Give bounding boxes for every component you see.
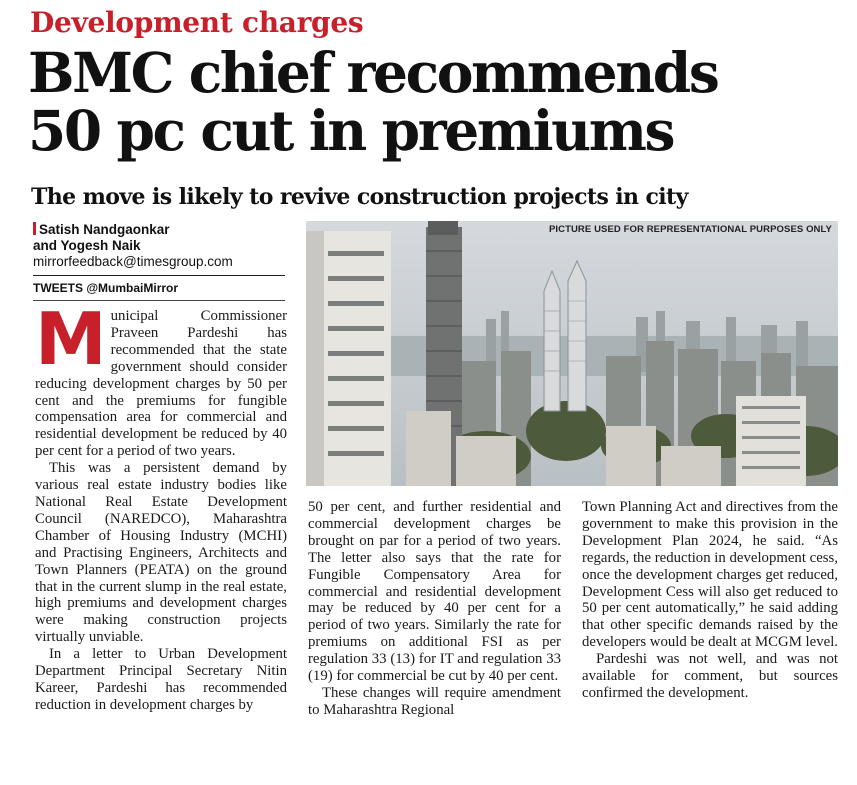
headline-line-1: BMC chief recommends [28, 40, 718, 105]
byline-divider [33, 275, 285, 276]
photo-caption: PICTURE USED FOR REPRESENTATIONAL PURPOSES ONLY [548, 224, 832, 235]
city-skyline-photo [306, 221, 838, 486]
paragraph-7: Pardeshi was not well, and was not available for comment, but sources confirmed the development. [582, 651, 838, 701]
byline [33, 222, 288, 301]
byline-author-2: and Yogesh Naik [33, 238, 141, 253]
byline-email[interactable]: mirrorfeedback@timesgroup.com [33, 254, 233, 269]
article-column-1 [35, 297, 287, 714]
tweets-handle[interactable]: TWEETS @MumbaiMirror [33, 281, 179, 295]
subheadline: The move is likely to revive construction projects in city [31, 184, 688, 210]
paragraph-2: This was a persistent demand by various real estate industry bodies like National Real Estate Development Council (NAREDCO), Maharashtra Chamber of Housing Industry (MCHI) and Practising Engineers, Architects and Town Planners (PEATA) on the ground that in the current slump in the real estate, high premiums and development charges were making construction projects virtually unviable. [35, 460, 287, 646]
paragraph-5: These changes will require amendment to Maharashtra Regional [308, 684, 561, 718]
byline-accent-bar [33, 222, 36, 235]
paragraph-4: 50 per cent, and further residential and commercial development charges be brought on par for a period of two years. The letter also says that the rate for Fungible Compensatory Area for commercial and residential development may be reduced by 40 per cent for a period of two years. Similarly the rate for premiums on additional FSI as per regulation 33 (13) for IT and regulation 33 (19) for commercial be cut by 40 per cent. [308, 499, 561, 685]
article-column-3 [582, 499, 838, 702]
headline-line-2: 50 pc cut in premiums [28, 98, 674, 163]
section-kicker: Development charges [30, 6, 364, 39]
paragraph-3: In a letter to Urban Development Department Principal Secretary Nitin Kareer, Pardeshi has recommended reduction in development charges by [35, 646, 287, 713]
paragraph-1: Municipal Commissioner Praveen Pardeshi has recommended that the state government should consider reducing development charges by 50 per cent and the premiums for fungible compensation area for commercial and residential development be reduced by 40 per cent for a period of two years. [35, 297, 287, 460]
skyline-illustration [306, 221, 838, 486]
drop-cap: M [35, 297, 105, 381]
paragraph-6: Town Planning Act and directives from the government to make this provision in the Development Plan 2024, he said. “As regards, the reduction in development cess, once the development charges get reduced, Development Cess will also get reduced to 50 per cent automatically,” he said adding that other specific demands raised by the developers would be dealt at MCGM level. [582, 499, 839, 651]
headline [28, 40, 848, 163]
article-column-2 [308, 499, 561, 719]
byline-author-1: Satish Nandgaonkar [33, 222, 288, 238]
